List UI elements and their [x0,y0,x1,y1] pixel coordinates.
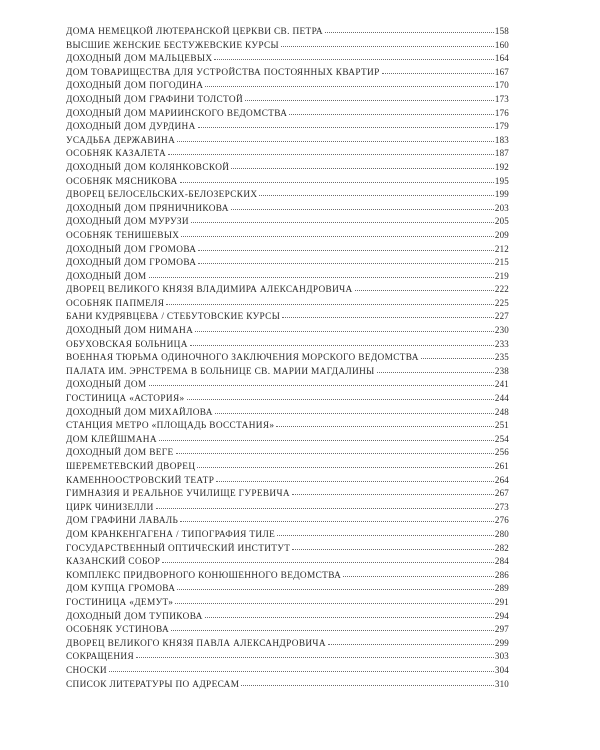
toc-entry-title: ОСОБНЯК МЯСНИКОВА [66,176,178,187]
toc-entry [66,650,509,664]
toc-entry [66,555,509,569]
dot-leader [276,419,493,427]
dot-leader [162,555,494,563]
toc-entry [66,338,509,352]
toc-entry-page-number: 284 [494,556,509,567]
dot-leader [292,487,494,495]
toc-entry-page-number: 286 [494,569,509,580]
toc-entry-page-number: 238 [494,365,509,376]
dot-leader [190,338,494,346]
dot-leader [215,406,494,414]
toc-entry-page-number: 212 [494,243,509,254]
dot-leader [180,514,494,522]
toc-entry-page-number: 173 [494,93,509,104]
dot-leader [159,433,494,441]
toc-entry-title: ДОХОДНЫЙ ДОМ ПРЯНИЧНИКОВА [66,203,229,214]
toc-entry-page-number: 167 [494,66,509,77]
toc-entry [66,229,509,243]
toc-entry [66,378,509,392]
toc-entry [66,243,509,257]
toc-entry-page-number: 294 [494,610,509,621]
toc-entry-page-number: 304 [494,664,509,675]
toc-entry-title: ГОСТИНИЦА «АСТОРИЯ» [66,394,185,405]
toc-entry [66,93,509,107]
toc-entry [66,582,509,596]
dot-leader [277,528,494,536]
toc-entry-title: ДОМ ГРАФИНИ ЛАВАЛЬ [66,516,179,527]
toc-entry-page-number: 183 [494,134,509,145]
dot-leader [171,623,494,631]
dot-leader [177,582,494,590]
toc-entry-page-number: 276 [494,515,509,526]
toc-entry-title: ОСОБНЯК КАЗАЛЕТА [66,149,167,160]
toc-entry-title: ДОХОДНЫЙ ДОМ [66,271,147,282]
dot-leader [191,215,494,223]
toc-entry [66,202,509,216]
toc-entry [66,79,509,93]
toc-entry-page-number: 267 [494,488,509,499]
toc-entry-page-number: 256 [494,447,509,458]
dot-leader [328,637,494,645]
toc-entry [66,460,509,474]
toc-entry-title: ОСОБНЯК УСТИНОВА [66,625,170,636]
dot-leader [166,297,494,305]
dot-leader [175,596,494,604]
toc-entry-page-number: 235 [494,352,509,363]
dot-leader [245,93,494,101]
toc-entry-title: ОСОБНЯК ТЕНИШЕВЫХ [66,230,180,241]
toc-entry [66,596,509,610]
toc-entry [66,351,509,365]
toc-entry-page-number: 282 [494,542,509,553]
toc-entry-title: ДВОРЕЦ БЕЛОСЕЛЬСКИХ-БЕЛОЗЕРСКИХ [66,190,258,201]
dot-leader [187,392,494,400]
dot-leader [177,134,494,142]
toc-entry-page-number: 176 [494,107,509,118]
toc-entry-page-number: 170 [494,80,509,91]
toc-entry-title: ДОХОДНЫЙ ДОМ ГРОМОВА [66,258,197,269]
toc-entry-title: ДВОРЕЦ ВЕЛИКОГО КНЯЗЯ ВЛАДИМИРА АЛЕКСАНДРОВИЧА [66,285,353,296]
dot-leader [292,542,494,550]
toc-entry-page-number: 244 [494,393,509,404]
dot-leader [180,175,494,183]
toc-entry [66,487,509,501]
toc-entry [66,678,509,692]
toc-entry-page-number: 310 [494,678,509,689]
toc-entry-title: ГОСТИНИЦА «ДЕМУТ» [66,597,174,608]
toc-entry-title: ДВОРЕЦ ВЕЛИКОГО КНЯЗЯ ПАВЛА АЛЕКСАНДРОВИЧА [66,638,326,649]
toc-entry-page-number: 195 [494,175,509,186]
toc-entry [66,365,509,379]
toc-entry-page-number: 299 [494,637,509,648]
toc-entry-title: ДОХОДНЫЙ ДОМ МИХАЙЛОВА [66,407,213,418]
toc-entry-title: ДОХОДНЫЙ ДОМ ПОГОДИНА [66,81,204,92]
toc-entry-page-number: 164 [494,53,509,64]
toc-entry-page-number: 241 [494,379,509,390]
toc-entry-page-number: 192 [494,161,509,172]
toc-entry-title: ПАЛАТА ИМ. ЭРНСТРЕМА В БОЛЬНИЦЕ СВ. МАРИИ МАГДАЛИНЫ [66,366,375,377]
toc-entry [66,664,509,678]
toc-entry-page-number: 222 [494,284,509,295]
toc-entry [66,134,509,148]
dot-leader [181,229,494,237]
toc-entry [66,637,509,651]
toc-entry-title: ДОХОДНЫЙ ДОМ ГРАФИНИ ТОЛСТОЙ [66,94,244,105]
dot-leader [198,243,494,251]
toc-entry-page-number: 289 [494,583,509,594]
toc-entry [66,66,509,80]
toc-entry [66,542,509,556]
toc-entry-title: ДОХОДНЫЙ ДОМ КОЛЯНКОВСКОЙ [66,162,230,173]
toc-entry-title: ДОХОДНЫЙ ДОМ МАЛЬЦЕВЫХ [66,54,213,65]
dot-leader [343,569,494,577]
toc-entry-page-number: 264 [494,474,509,485]
toc-entry-title: СПИСОК ЛИТЕРАТУРЫ ПО АДРЕСАМ [66,679,240,690]
toc-entry-title: ДОМ КУПЦА ГРОМОВА [66,584,176,595]
dot-leader [136,650,494,658]
toc-entry [66,474,509,488]
dot-leader [216,474,494,482]
table-of-contents [66,25,509,691]
toc-entry-title: ДОМ ТОВАРИЩЕСТВА ДЛЯ УСТРОЙСТВА ПОСТОЯННЫХ КВАРТИР [66,67,380,78]
toc-entry [66,25,509,39]
toc-entry [66,419,509,433]
dot-leader [195,324,494,332]
dot-leader [382,66,494,74]
toc-entry-title: ДОМА НЕМЕЦКОЙ ЛЮТЕРАНСКОЙ ЦЕРКВИ СВ. ПЕТРА [66,27,323,37]
toc-entry-title: ДОХОДНЫЙ ДОМ ДУРДИНА [66,122,196,133]
toc-entry-title: ШЕРЕМЕТЕВСКИЙ ДВОРЕЦ [66,462,196,472]
toc-entry-page-number: 248 [494,406,509,417]
toc-entry-title: КАМЕННООСТРОВСКИЙ ТЕАТР [66,475,215,486]
dot-leader [231,202,494,210]
toc-entry [66,569,509,583]
toc-entry-page-number: 199 [494,189,509,200]
toc-entry-page-number: 205 [494,216,509,227]
toc-entry-title: ЦИРК ЧИНИЗЕЛЛИ [66,502,154,513]
toc-entry-page-number: 251 [494,420,509,431]
dot-leader [205,79,494,87]
dot-leader [377,365,494,373]
dot-leader [231,161,494,169]
toc-entry-title: ДОХОДНЫЙ ДОМ [66,380,147,391]
toc-entry-title: КАЗАНСКИЙ СОБОР [66,557,161,568]
toc-entry-title: ДОМ КРАНКЕНГАГЕНА / ТИПОГРАФИЯ ТИЛЕ [66,529,276,540]
toc-entry-page-number: 303 [494,651,509,662]
dot-leader [168,147,494,155]
dot-leader [355,283,494,291]
toc-entry-title: ОСОБНЯК ПАПМЕЛЯ [66,298,165,309]
toc-entry [66,175,509,189]
dot-leader [241,678,494,686]
toc-entry [66,297,509,311]
toc-entry-page-number: 203 [494,202,509,213]
toc-entry [66,392,509,406]
toc-entry-page-number: 158 [494,26,509,36]
toc-entry [66,610,509,624]
toc-entry-title: БАНИ КУДРЯВЦЕВА / СТЕБУТОВСКИЕ КУРСЫ [66,312,281,323]
dot-leader [149,378,494,386]
toc-entry-title: СОКРАЩЕНИЯ [66,652,134,663]
toc-entry-page-number: 291 [494,596,509,607]
toc-entry-title: ДОХОДНЫЙ ДОМ НИМАНА [66,326,194,337]
toc-entry-title: ДОХОДНЫЙ ДОМ ГРОМОВА [66,244,197,255]
toc-entry [66,324,509,338]
dot-leader [197,460,494,468]
dot-leader [325,25,494,33]
toc-entry-page-number: 254 [494,433,509,444]
toc-entry [66,39,509,53]
toc-entry [66,147,509,161]
toc-entry-page-number: 160 [494,39,509,50]
toc-entry [66,283,509,297]
toc-entry-page-number: 233 [494,338,509,349]
toc-entry-title: КОМПЛЕКС ПРИДВОРНОГО КОНЮШЕННОГО ВЕДОМСТВА [66,570,342,581]
toc-entry-title: ОБУХОВСКАЯ БОЛЬНИЦА [66,339,188,350]
toc-entry-page-number: 225 [494,297,509,308]
dot-leader [176,446,494,454]
toc-entry-page-number: 280 [494,528,509,539]
toc-entry [66,310,509,324]
dot-leader [214,52,493,60]
toc-entry [66,52,509,66]
toc-entry-title: СНОСКИ [66,665,107,676]
toc-entry-page-number: 187 [494,148,509,159]
toc-entry [66,256,509,270]
dot-leader [289,107,494,115]
dot-leader [282,310,494,318]
dot-leader [156,501,494,509]
dot-leader [421,351,494,359]
toc-entry-title: ДОХОДНЫЙ ДОМ МУРУЗИ [66,217,189,228]
dot-leader [205,610,494,618]
toc-entry-title: УСАДЬБА ДЕРЖАВИНА [66,135,176,146]
toc-entry [66,215,509,229]
toc-entry-title: СТАНЦИЯ МЕТРО «ПЛОЩАДЬ ВОССТАНИЯ» [66,421,275,432]
toc-entry-page-number: 179 [494,121,509,132]
toc-entry-title: ВЫСШИЕ ЖЕНСКИЕ БЕСТУЖЕВСКИЕ КУРСЫ [66,40,279,51]
toc-entry [66,528,509,542]
toc-entry [66,120,509,134]
toc-entry [66,623,509,637]
toc-entry [66,270,509,284]
toc-entry-title: ДОХОДНЫЙ ДОМ ТУПИКОВА [66,611,203,622]
toc-entry-title: ДОХОДНЫЙ ДОМ ВЕГЕ [66,448,174,459]
dot-leader [198,256,494,264]
toc-entry-title: ВОЕННАЯ ТЮРЬМА ОДИНОЧНОГО ЗАКЛЮЧЕНИЯ МОРСКОГО ВЕДОМСТВА [66,353,419,364]
toc-entry-title: ДОХОДНЫЙ ДОМ МАРИИНСКОГО ВЕДОМСТВА [66,108,288,119]
toc-entry-page-number: 261 [494,461,509,471]
toc-entry-page-number: 219 [494,270,509,281]
dot-leader [109,664,494,672]
toc-entry [66,188,509,202]
dot-leader [281,39,494,47]
toc-entry [66,433,509,447]
toc-entry [66,501,509,515]
toc-entry-page-number: 215 [494,257,509,268]
toc-entry [66,107,509,121]
toc-entry-title: ДОМ КЛЕЙШМАНА [66,434,157,445]
toc-entry-page-number: 273 [494,501,509,512]
toc-entry-page-number: 230 [494,325,509,336]
dot-leader [259,188,493,196]
toc-entry [66,514,509,528]
toc-entry-title: ГОСУДАРСТВЕННЫЙ ОПТИЧЕСКИЙ ИНСТИТУТ [66,543,291,554]
toc-entry-title: ГИМНАЗИЯ И РЕАЛЬНОЕ УЧИЛИЩЕ ГУРЕВИЧА [66,489,290,500]
dot-leader [149,270,494,278]
toc-entry [66,161,509,175]
toc-entry [66,406,509,420]
toc-entry [66,446,509,460]
toc-entry-page-number: 209 [494,229,509,240]
toc-entry-page-number: 297 [494,624,509,635]
dot-leader [198,120,494,128]
toc-entry-page-number: 227 [494,311,509,322]
